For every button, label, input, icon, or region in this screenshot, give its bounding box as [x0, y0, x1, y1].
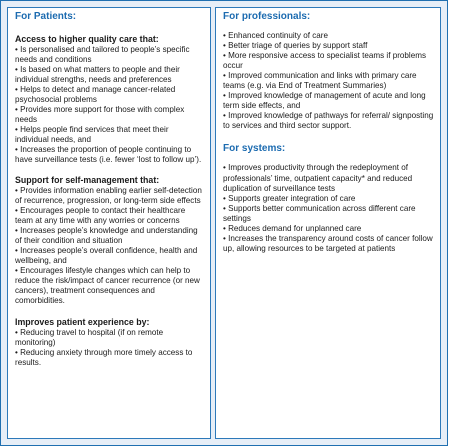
- list-item: • Improves productivity through the redeployment of professionals’ time, outpatient capacity* and reduced duplication of surveillance tests: [223, 163, 413, 193]
- list-item: • Better triage of queries by support staff: [223, 41, 368, 51]
- list-item: • Improved knowledge of pathways for referral/ signposting to services and third sector support.: [223, 111, 434, 131]
- list-item: • Helps to detect and manage cancer-related psychosocial problems: [15, 84, 176, 104]
- list-item: • Encourages lifestyle changes which can help to reduce the risk/impact of cancer recurrence (or new cancers), treatment consequences and comorbidities.: [15, 266, 200, 306]
- spacer: [223, 155, 434, 163]
- section-title-experience: Improves patient experience by:: [15, 317, 150, 328]
- list-item: • Increases people’s knowledge and understanding of their condition and situation: [15, 225, 198, 245]
- list-item: • Enhanced continuity of care: [223, 31, 328, 40]
- list-item: • Is personalised and tailored to people’s specific needs and conditions: [15, 44, 190, 64]
- spacer: [223, 131, 434, 143]
- spacer: [223, 23, 434, 31]
- professionals-systems-panel: [215, 7, 441, 439]
- section-title-access: Access to higher quality care that:: [15, 34, 159, 44]
- list-item: • Increases the transparency around costs of cancer follow up, allowing resources to be targeted at patients: [223, 233, 433, 253]
- professionals-heading: For professionals:: [223, 11, 311, 22]
- list-item: • Helps people find services that meet their individual needs, and: [15, 124, 169, 145]
- spacer: [15, 306, 204, 317]
- list-item: • Is based on what matters to people and their individual strengths, needs and preferences: [15, 64, 180, 84]
- systems-heading: For systems:: [223, 143, 286, 155]
- list-item: • More responsive access to specialist teams if problems occur: [223, 51, 427, 71]
- list-item: • Provides more support for those with complex needs: [15, 104, 185, 124]
- list-item: • Supports better communication across different care settings: [223, 203, 416, 223]
- list-item: • Provides information enabling earlier self-detection of recurrence, progression, or long-term side effects: [15, 185, 202, 205]
- list-item: • Reducing anxiety through more timely access to results.: [15, 348, 193, 368]
- list-item: • Reduces demand for unplanned care: [223, 223, 362, 233]
- list-item: • Increases people’s overall confidence, health and wellbeing, and: [15, 246, 198, 266]
- spacer: [15, 165, 204, 175]
- list-item: • Improved knowledge of management of acute and long term side effects, and: [223, 91, 426, 111]
- spacer: [15, 23, 204, 34]
- list-item: • Supports greater integration of care: [223, 193, 356, 203]
- list-item: • Improved communication and links with primary care teams (e.g. via End of Treatment Summaries): [223, 71, 417, 91]
- patients-heading: For Patients:: [15, 11, 77, 22]
- list-item: • Encourages people to contact their healthcare team at any time with any worries or concerns: [15, 205, 186, 225]
- patients-panel: [7, 7, 211, 439]
- list-item: • Reducing travel to hospital (if on remote monitoring): [15, 327, 164, 347]
- list-item: • Increases the proportion of people continuing to have surveillance tests (i.e. fewer ‘lost to follow up’).: [15, 145, 202, 165]
- section-title-self-management: Support for self-management that:: [15, 175, 160, 186]
